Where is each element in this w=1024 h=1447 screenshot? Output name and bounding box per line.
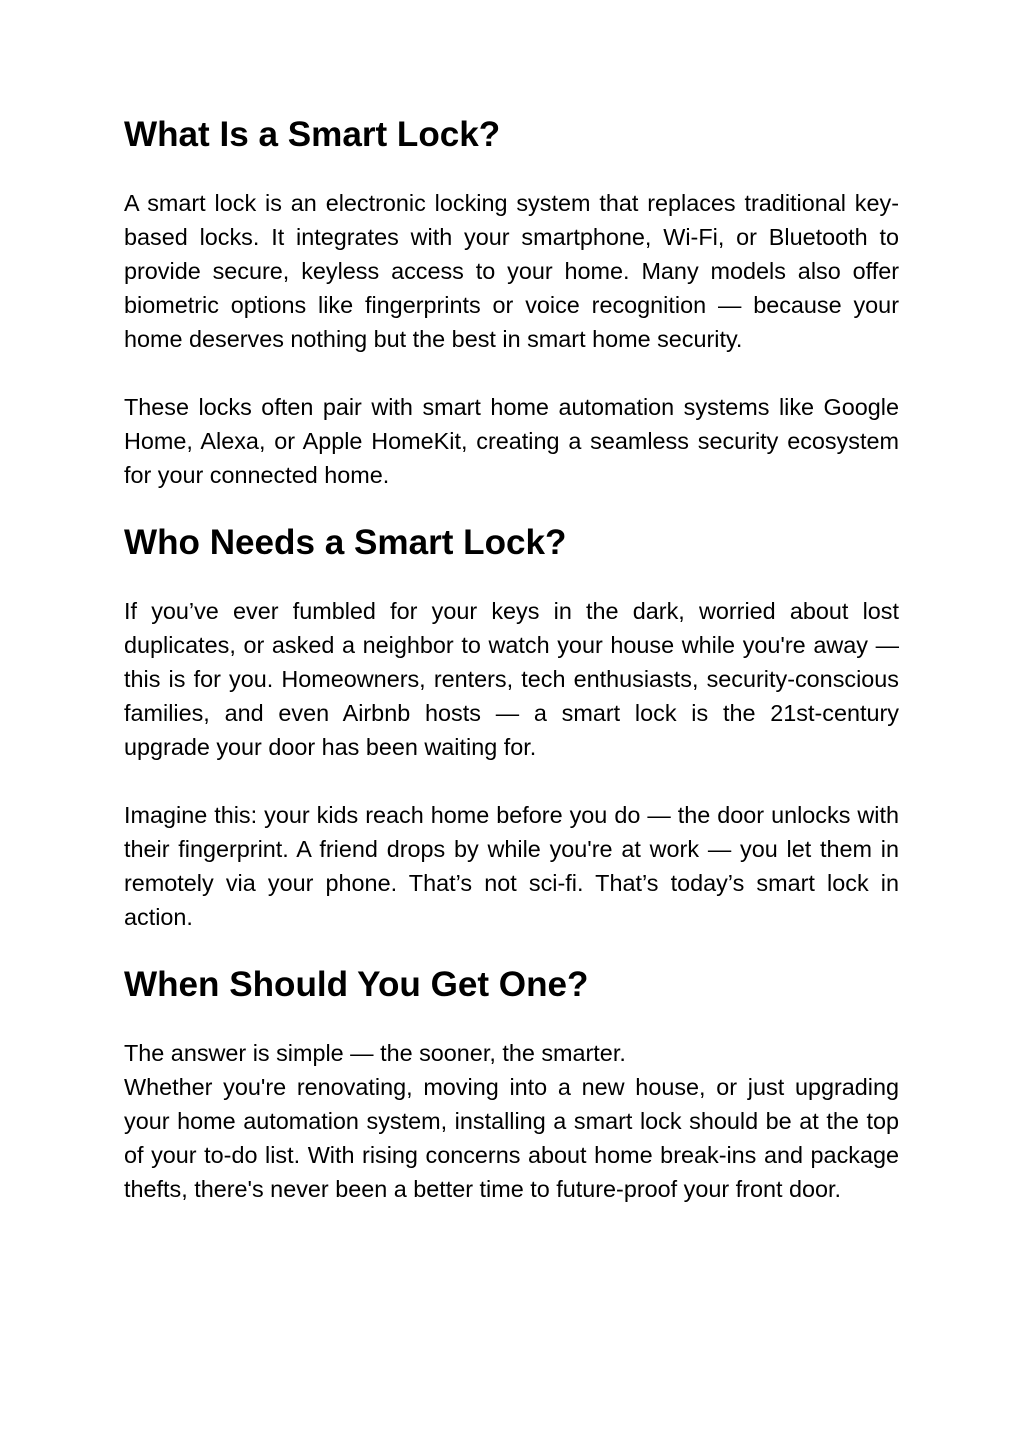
paragraph-when-2: Whether you're renovating, moving into a new house, or just upgrading your home automation system, installing a smart lock should be at the top of your to-do list. With rising concerns about home break-ins and package thefts, there's never been a better time to future-proof your front door.	[124, 1074, 899, 1202]
spacer	[124, 492, 899, 526]
document-page	[124, 115, 899, 1206]
section-heading-what-is: What Is a Smart Lock?	[124, 115, 501, 154]
paragraph-what-is-1: A smart lock is an electronic locking system that replaces traditional key-based locks. It integrates with your smartphone, Wi-Fi, or Bluetooth to provide secure, keyless access to your home. Many models also offer biometric options like fingerprints or voice recognition — because your home deserves nothing but the best in smart home security.	[124, 190, 899, 352]
section-heading-when: When Should You Get One?	[124, 965, 589, 1004]
paragraph-who-needs-1: If you’ve ever fumbled for your keys in the dark, worried about lost duplicates, or asked a neighbor to watch your house while you're away — this is for you. Homeowners, renters, tech enthusiasts, security-conscious families, and even Airbnb hosts — a smart lock is the 21st-century upgrade your door has been waiting for.	[124, 598, 899, 760]
spacer	[124, 934, 899, 968]
paragraph-what-is-2: These locks often pair with smart home automation systems like Google Home, Alexa, or Apple HomeKit, creating a seamless security ecosystem for your connected home.	[124, 394, 899, 488]
spacer	[124, 356, 899, 390]
section-heading-who-needs: Who Needs a Smart Lock?	[124, 523, 567, 562]
spacer	[124, 764, 899, 798]
spacer	[124, 1002, 899, 1036]
paragraph-who-needs-2: Imagine this: your kids reach home before you do — the door unlocks with their fingerprint. A friend drops by while you're at work — you let them in remotely via your phone. That’s not sci-fi. That’s today’s smart lock in action.	[124, 802, 899, 930]
spacer	[124, 152, 899, 186]
paragraph-when-1: The answer is simple — the sooner, the smarter.	[124, 1040, 626, 1066]
spacer	[124, 560, 899, 594]
